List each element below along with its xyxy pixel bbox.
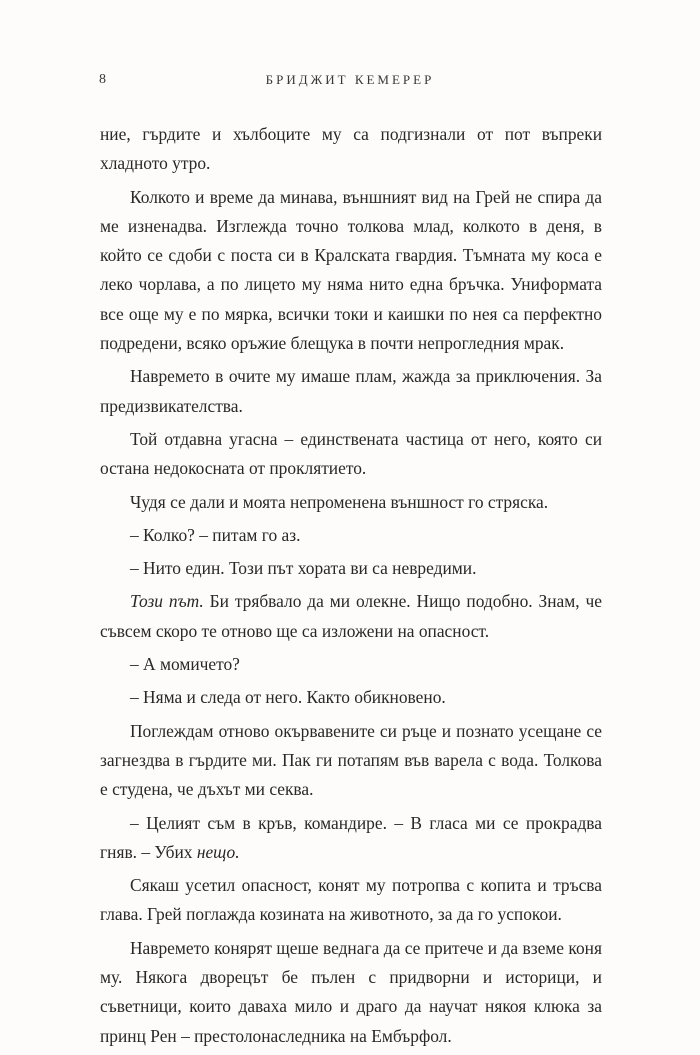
- paragraph: [100, 587, 602, 646]
- paragraph: Чудя се дали и моята непроменена външност го стряска.: [130, 491, 549, 512]
- paragraph: – Няма и следа от него. Както обикновено.: [130, 687, 446, 708]
- paragraph: – А момичето?: [130, 654, 240, 675]
- paragraph: ние, гърдите и хълбоците му са подгизнали от пот въпреки хладното утро.: [100, 124, 602, 174]
- italic-phrase: нещо.: [196, 841, 240, 862]
- paragraph: Поглеждам отново окървавените си ръце и познато усещане се загнездва в гърдите ми. Пак ги потапям във варела с вода. Толкова е студена, че дъхът ми секва.: [100, 720, 602, 800]
- paragraph: – Нито един. Този път хората ви са невредими.: [130, 558, 477, 579]
- body-text: [100, 120, 602, 1055]
- paragraph: Навремето конярят щеше веднага да се притече и да вземе коня му. Някога дворецът бе пълен с придворни и историци, и съветници, които даваха мило и драго да научат някоя клюка за принц Рен – престолонаследника на Ембърфол.: [100, 937, 602, 1046]
- paragraph: [100, 809, 602, 868]
- paragraph: Колкото и време да минава, външният вид на Грей не спира да ме изненадва. Изглежда точно толкова млад, колкото в деня, в който се сдоби с поста си в Кралската гвардия. Тъмната му коса е леко чорлава, а по лицето му няма нито една бръчка. Униформата все още му е по мярка, всички токи и каишки по нея са перфектно подредени, всяко оръжие блещука в почти непрогледния мрак.: [100, 186, 602, 354]
- page-number: 8: [99, 72, 107, 87]
- paragraph: Сякаш усетил опасност, конят му потропва с копита и тръсва глава. Грей поглажда козината на животното, за да го успокои.: [100, 875, 602, 925]
- paragraph-text: Би трябвало да ми олекне. Нищо подобно. Знам, че съвсем скоро те отново ще са изложени на опасност.: [100, 591, 602, 641]
- paragraph: Той отдавна угасна – единствената частица от него, която си остана недокосната от проклятието.: [100, 428, 602, 479]
- paragraph: Навремето в очите му имаше плам, жажда за приключения. За предизвикателства.: [100, 366, 602, 416]
- italic-phrase: Този път.: [130, 591, 204, 612]
- paragraph-text: – Целият съм в кръв, командире. – В гласа ми се прокрадва гняв. – Убих: [100, 812, 602, 862]
- running-head: БРИДЖИТ КЕМЕРЕР: [265, 72, 435, 87]
- paragraph: – Колко? – питам го аз.: [130, 524, 301, 545]
